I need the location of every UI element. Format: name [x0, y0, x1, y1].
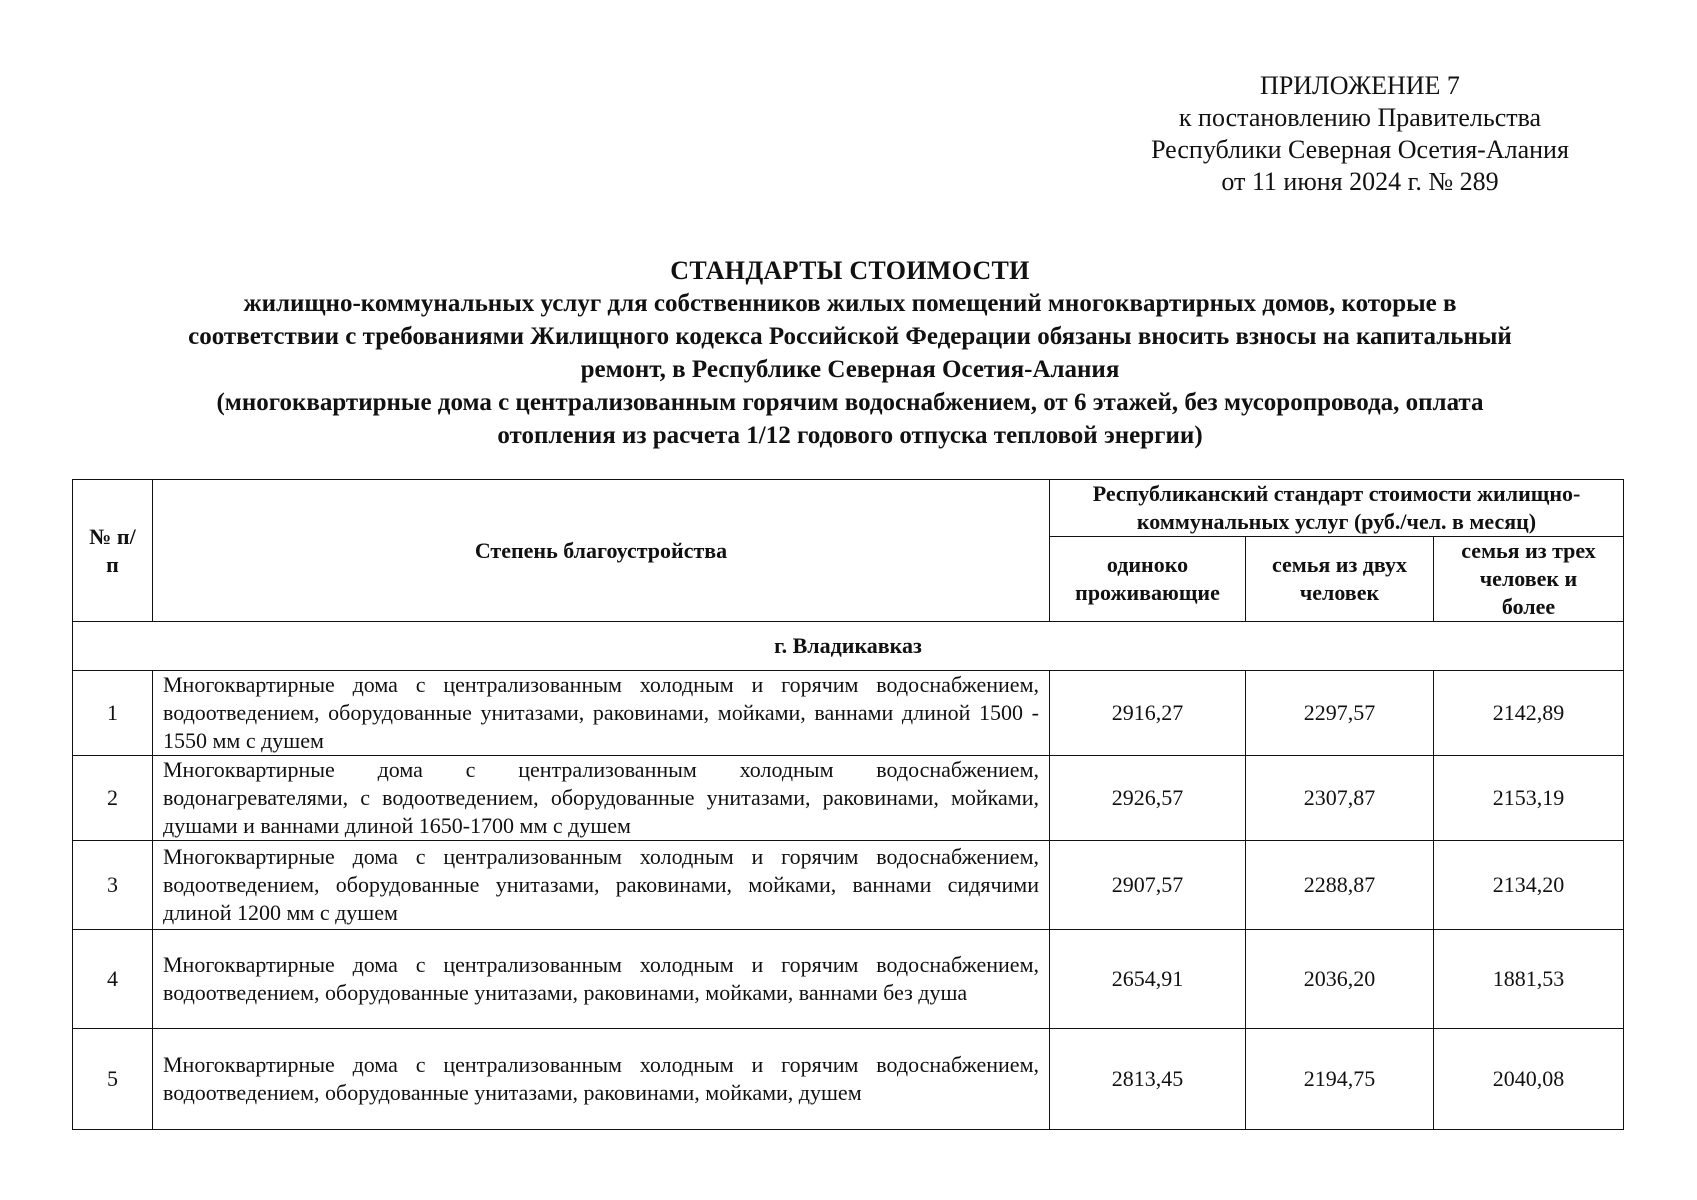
- row-description: Многоквартирные дома с централизованным холодным и горячим водоснабжением, водоотведением, оборудованные унитазами, раковинами, мойками, душем: [153, 1029, 1050, 1130]
- appendix-government: Республики Северная Осетия-Алания: [1151, 135, 1569, 164]
- row-value-two: 2307,87: [1246, 756, 1434, 841]
- row-value-single: 2813,45: [1050, 1029, 1246, 1130]
- table-header-row: [73, 480, 1624, 537]
- row-description: Многоквартирные дома с централизованным холодным и горячим водоснабжением, водоотведением, оборудованные унитазами, раковинами, мойками, ваннами длиной 1500 - 1550 мм с душем: [153, 671, 1050, 756]
- table-row: [73, 1029, 1624, 1130]
- row-value-two: 2036,20: [1246, 930, 1434, 1029]
- row-value-two: 2194,75: [1246, 1029, 1434, 1130]
- row-num: 2: [73, 756, 153, 841]
- table-row: [73, 671, 1624, 756]
- region-row: [73, 622, 1624, 671]
- row-value-single: 2916,27: [1050, 671, 1246, 756]
- header-three: семья из трех человек и более: [1434, 537, 1624, 622]
- header-two: семья из двух человек: [1246, 537, 1434, 622]
- title-line-3: ремонт, в Республике Северная Осетия-Алания: [580, 356, 1120, 383]
- row-description: Многоквартирные дома с централизованным холодным и горячим водоснабжением, водоотведением, оборудованные унитазами, раковинами, мойками, ваннами без душа: [153, 930, 1050, 1029]
- row-num: 4: [73, 930, 153, 1029]
- row-num: 3: [73, 841, 153, 930]
- title-main: СТАНДАРТЫ СТОИМОСТИ: [670, 256, 1030, 285]
- row-num: 5: [73, 1029, 153, 1130]
- table-row: [73, 756, 1624, 841]
- table-row: [73, 841, 1624, 930]
- title-line-1: жилищно-коммунальных услуг для собственников жилых помещений многоквартирных домов, которые в: [243, 290, 1457, 317]
- appendix-date: от 11 июня 2024 г. № 289: [1221, 167, 1499, 196]
- header-degree: Степень благоустройства: [153, 480, 1050, 622]
- row-value-three: 2153,19: [1434, 756, 1624, 841]
- document-title: [70, 254, 1630, 452]
- header-standard: Республиканский стандарт стоимости жилищно-коммунальных услуг (руб./чел. в месяц): [1050, 480, 1624, 537]
- appendix-number: ПРИЛОЖЕНИЕ 7: [1260, 71, 1460, 100]
- row-value-single: 2926,57: [1050, 756, 1246, 841]
- header-num: [73, 480, 153, 622]
- standards-table: [72, 479, 1624, 1130]
- row-value-three: 2142,89: [1434, 671, 1624, 756]
- header-num-text: № п/п: [89, 523, 136, 577]
- table-row: [73, 930, 1624, 1029]
- row-description: Многоквартирные дома с централизованным холодным водоснабжением, водонагревателями, с водоотведением, оборудованные унитазами, раковинами, мойками, душами и ваннами длиной 1650-1700 мм с душем: [153, 756, 1050, 841]
- region-name: г. Владикавказ: [73, 622, 1624, 671]
- appendix-resolution: к постановлению Правительства: [1178, 103, 1542, 132]
- row-value-three: 2040,08: [1434, 1029, 1624, 1130]
- row-value-single: 2907,57: [1050, 841, 1246, 930]
- row-value-three: 2134,20: [1434, 841, 1624, 930]
- row-value-two: 2288,87: [1246, 841, 1434, 930]
- title-line-4: (многоквартирные дома с централизованным горячим водоснабжением, от 6 этажей, без мусоропровода, оплата: [216, 389, 1484, 416]
- title-line-5: отопления из расчета 1/12 годового отпуска тепловой энергии): [497, 422, 1203, 449]
- header-single: одиноко проживающие: [1050, 537, 1246, 622]
- appendix-block: [1100, 70, 1620, 198]
- row-description: Многоквартирные дома с централизованным холодным и горячим водоснабжением, водоотведением, оборудованные унитазами, раковинами, мойками, ваннами сидячими длиной 1200 мм с душем: [153, 841, 1050, 930]
- title-line-2: соответствии с требованиями Жилищного кодекса Российской Федерации обязаны вносить взносы на капитальный: [188, 323, 1512, 350]
- row-num: 1: [73, 671, 153, 756]
- row-value-three: 1881,53: [1434, 930, 1624, 1029]
- row-value-single: 2654,91: [1050, 930, 1246, 1029]
- row-value-two: 2297,57: [1246, 671, 1434, 756]
